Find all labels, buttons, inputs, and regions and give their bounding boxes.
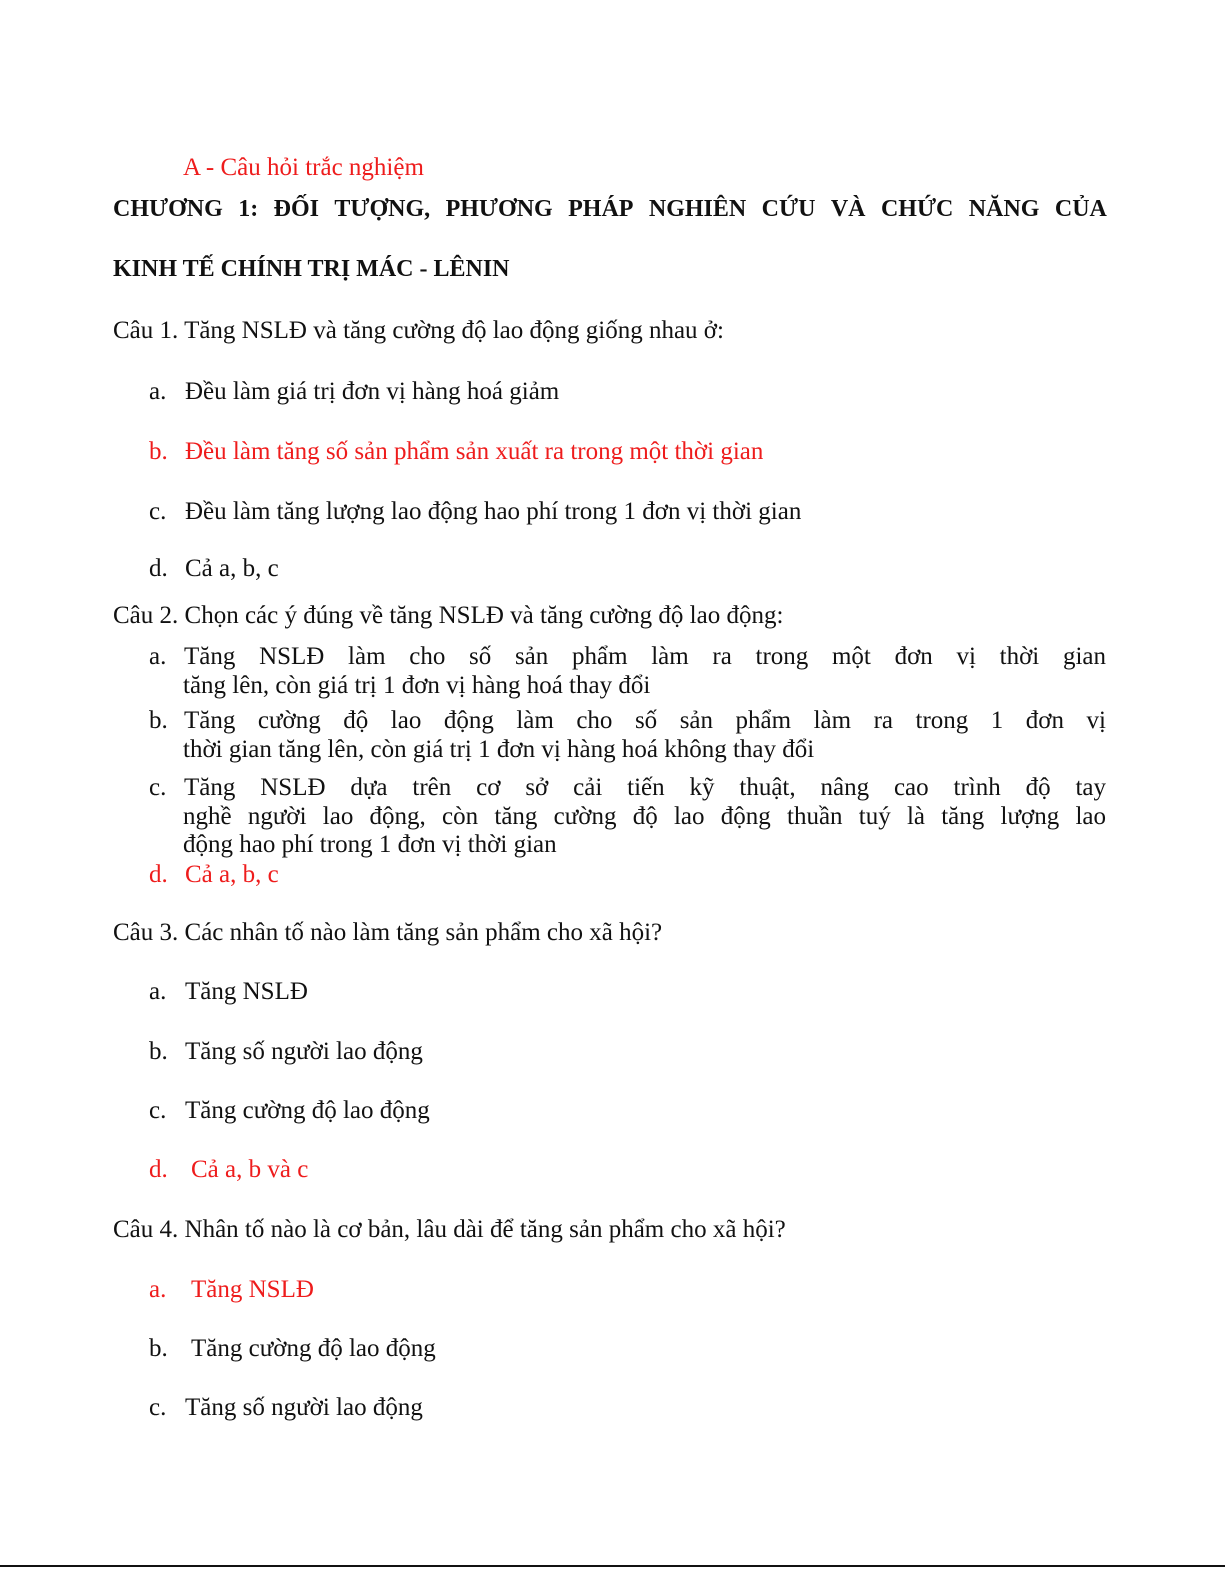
chapter-title-word: NĂNG	[968, 196, 1040, 222]
option-text: Cả a, b và c	[191, 1156, 309, 1183]
option-text-line3: động hao phí trong 1 đơn vị thời gian	[183, 831, 557, 858]
chapter-title-line2: KINH TẾ CHÍNH TRỊ MÁC - LÊNIN	[113, 256, 510, 282]
option-text-line2: thời gian tăng lên, còn giá trị 1 đơn vị hàng hoá không thay đổi	[183, 736, 815, 763]
option-text: Tăng NSLĐ	[185, 978, 308, 1005]
option-text: Cả a, b, c	[185, 555, 279, 582]
option-label: b.	[149, 707, 168, 734]
chapter-title-word: PHÁP	[568, 196, 634, 222]
chapter-title-word: NGHIÊN	[648, 196, 747, 222]
option-label: b.	[149, 1038, 168, 1065]
question-1-text: Câu 1. Tăng NSLĐ và tăng cường độ lao động giống nhau ở:	[113, 317, 724, 344]
option-label: c.	[149, 498, 167, 525]
option-text-line2: tăng lên, còn giá trị 1 đơn vị hàng hoá thay đổi	[183, 672, 651, 699]
question-3-text: Câu 3. Các nhân tố nào làm tăng sản phẩm cho xã hội?	[113, 919, 663, 946]
page-bottom-rule	[0, 1565, 1225, 1567]
option-label: b.	[149, 438, 168, 465]
chapter-title-word: CỦA	[1054, 196, 1107, 222]
section-title: A - Câu hỏi trắc nghiệm	[183, 154, 424, 181]
option-text: Đều làm giá trị đơn vị hàng hoá giảm	[185, 378, 560, 405]
question-2-text: Câu 2. Chọn các ý đúng về tăng NSLĐ và tăng cường độ lao động:	[113, 602, 784, 629]
option-label: a.	[149, 1276, 167, 1303]
option-text: Tăng số người lao động	[185, 1038, 423, 1065]
option-label: c.	[149, 1394, 167, 1421]
option-label: a.	[149, 378, 167, 405]
option-label: a.	[149, 978, 167, 1005]
chapter-title-word: CHƯƠNG	[113, 196, 223, 222]
option-label: d.	[149, 555, 168, 582]
option-text-line1: Tăng cường độ lao động làm cho số sản phẩm làm ra trong 1 đơn vị	[184, 707, 1106, 734]
option-text-line1: Tăng NSLĐ dựa trên cơ sở cải tiến kỹ thuật, nâng cao trình độ tay	[184, 774, 1106, 801]
option-text: Tăng NSLĐ	[191, 1276, 314, 1303]
option-text: Cả a, b, c	[185, 861, 279, 888]
option-text: Đều làm tăng lượng lao động hao phí trong 1 đơn vị thời gian	[185, 498, 802, 525]
chapter-title-word: TƯỢNG,	[334, 196, 431, 222]
option-text: Tăng số người lao động	[185, 1394, 423, 1421]
chapter-title-word: ĐỐI	[273, 196, 319, 222]
option-label: a.	[149, 643, 167, 670]
option-label: c.	[149, 774, 167, 801]
chapter-title-word: PHƯƠNG	[445, 196, 553, 222]
option-label: d.	[149, 861, 168, 888]
chapter-title-word: VÀ	[830, 196, 866, 222]
chapter-title-line1	[113, 196, 1107, 223]
option-text-line2: nghề người lao động, còn tăng cường độ lao động thuần tuý là tăng lượng lao	[183, 803, 1106, 830]
option-text: Tăng cường độ lao động	[185, 1097, 430, 1124]
option-text: Tăng cường độ lao động	[191, 1335, 436, 1362]
chapter-title-word: CHỨC	[880, 196, 954, 222]
option-label: c.	[149, 1097, 167, 1124]
chapter-title-word: 1:	[238, 196, 259, 222]
option-text: Đều làm tăng số sản phẩm sản xuất ra trong một thời gian	[185, 438, 764, 465]
question-4-text: Câu 4. Nhân tố nào là cơ bản, lâu dài để tăng sản phẩm cho xã hội?	[113, 1216, 786, 1243]
chapter-title-word: CỨU	[761, 196, 816, 222]
option-label: d.	[149, 1156, 168, 1183]
option-text-line1: Tăng NSLĐ làm cho số sản phẩm làm ra trong một đơn vị thời gian	[184, 643, 1106, 670]
option-label: b.	[149, 1335, 168, 1362]
